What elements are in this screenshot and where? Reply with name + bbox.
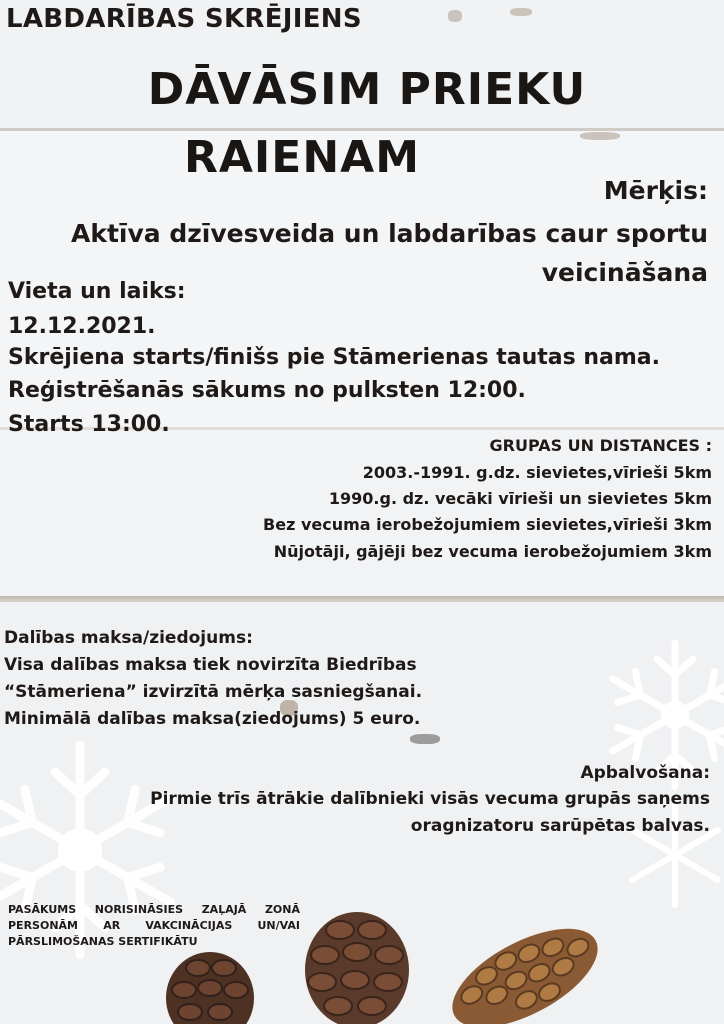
event-supertitle: LABDARĪBAS SKRĒJIENS	[6, 4, 362, 34]
pine-cone-icon	[300, 900, 415, 1024]
goal-heading: Mērķis:	[603, 176, 708, 205]
awards-heading: Apbalvošana:	[580, 763, 710, 783]
fee-text-line2: “Stāmeriena” izvirzītā mērķa sasniegšanai.	[4, 682, 423, 702]
venue-date: 12.12.2021.	[8, 314, 156, 339]
groups-heading: GRUPAS UN DISTANCES :	[489, 436, 712, 455]
group-item: 2003.-1991. g.dz. sievietes,vīrieši 5km	[362, 463, 712, 482]
pine-cone-icon	[440, 918, 610, 1024]
group-item: 1990.g. dz. vecāki vīrieši un sievietes 5km	[328, 489, 712, 508]
fee-text-line1: Visa dalības maksa tiek novirzīta Biedrības	[4, 655, 417, 675]
venue-registration: Reģistrēšanās sākums no pulksten 12:00.	[8, 378, 526, 403]
awards-text-line1: Pirmie trīs ātrākie dalībnieki visās vecuma grupās saņems	[150, 789, 710, 809]
fee-text-line3: Minimālā dalības maksa(ziedojums) 5 euro.	[4, 709, 421, 729]
venue-heading: Vieta un laiks:	[8, 279, 186, 304]
goal-text-line1: Aktīva dzīvesveida un labdarības caur sportu	[71, 219, 708, 248]
awards-text-line2: oragnizatoru sarūpētas balvas.	[410, 816, 710, 836]
page-title-line2: RAIENAM	[183, 132, 421, 183]
fee-heading: Dalības maksa/ziedojums:	[4, 628, 253, 648]
pine-cone-icon	[160, 950, 260, 1024]
group-item: Nūjotāji, gājēji bez vecuma ierobežojumiem 3km	[273, 542, 712, 561]
group-item: Bez vecuma ierobežojumiem sievietes,vīrieši 3km	[263, 515, 712, 534]
page-title-line1: DĀVĀSIM PRIEKU	[147, 64, 587, 115]
venue-start: Starts 13:00.	[8, 412, 170, 437]
covid-zone-note: PASĀKUMS NORISINĀSIES ZAĻAJĀ ZONĀ PERSONĀM AR VAKCINĀCIJAS UN/VAI PĀRSLIMOŠANAS SERTIFIKĀTU	[8, 903, 300, 948]
goal-text-line2: veicināšana	[541, 258, 708, 287]
venue-place: Skrējiena starts/finišs pie Stāmerienas tautas nama.	[8, 345, 660, 370]
